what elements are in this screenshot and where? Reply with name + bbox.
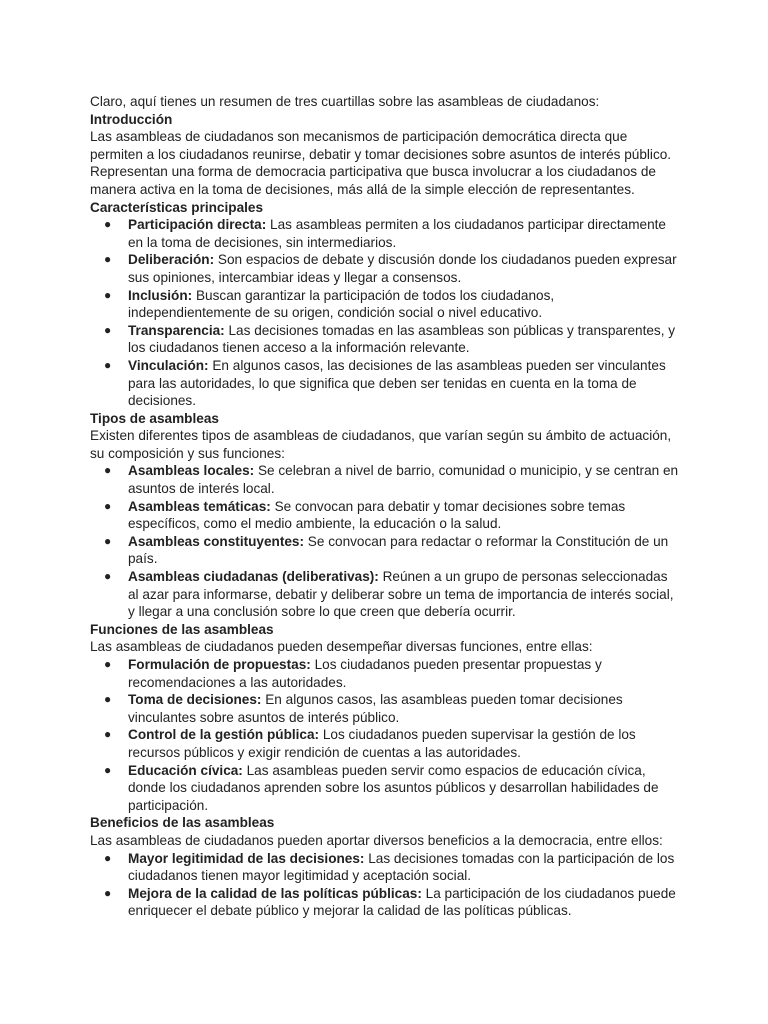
heading-beneficios: Beneficios de las asambleas [90, 815, 275, 831]
item-lead: Mayor legitimidad de las decisiones: [128, 850, 365, 866]
list-item [90, 885, 680, 920]
list-item [90, 726, 680, 761]
bullet-icon: ● [104, 657, 112, 671]
item-text: Las asambleas permiten a los ciudadanos participar directamente en la toma de decisiones, sin intermediarios. [128, 217, 666, 250]
list-item [90, 533, 680, 568]
paragraph-beneficios: Las asambleas de ciudadanos pueden aportar diversos beneficios a la democracia, entre ellos: [90, 832, 663, 848]
heading-introduccion: Introducción [90, 111, 173, 127]
bullet-icon: ● [104, 533, 112, 548]
bullet-icon: ● [104, 217, 112, 232]
bullet-icon: ● [104, 692, 112, 707]
item-lead: Deliberación: [128, 252, 215, 268]
item-text: En algunos casos, las asambleas pueden tomar decisiones vinculantes sobre asuntos de interés público. [128, 692, 623, 725]
intro-line: Claro, aquí tienes un resumen de tres cuartillas sobre las asambleas de ciudadanos: [90, 94, 600, 109]
list-item [90, 498, 680, 533]
list-item [90, 216, 680, 251]
list-item [90, 322, 680, 357]
list-item [90, 568, 680, 621]
item-lead: Inclusión: [128, 287, 193, 303]
bullet-icon: ● [104, 252, 112, 267]
bullet-icon: ● [104, 357, 112, 372]
bullet-icon: ● [104, 727, 112, 742]
list-beneficios [90, 850, 680, 920]
item-text: Buscan garantizar la participación de todos los ciudadanos, independientemente de su origen, condición social o nivel educativo. [128, 287, 555, 321]
item-text: Se celebran a nivel de barrio, comunidad o municipio, y se centran en asuntos de interés local. [128, 463, 679, 497]
item-text: Las decisiones tomadas con la participación de los ciudadanos tienen mayor legitimidad y aceptación social. [128, 850, 675, 884]
item-lead: Asambleas constituyentes: [128, 533, 305, 549]
bullet-icon: ● [104, 885, 112, 900]
item-text: Se convocan para redactar o reformar la Constitución de un país. [128, 533, 669, 567]
bullet-icon: ● [104, 463, 112, 478]
bullet-icon: ● [104, 322, 112, 337]
item-lead: Participación directa: [128, 217, 267, 233]
bullet-icon: ● [104, 287, 112, 302]
bullet-icon: ● [104, 498, 112, 513]
item-lead: Toma de decisiones: [128, 692, 262, 708]
list-funciones [90, 656, 680, 814]
item-text: La participación de los ciudadanos puede enriquecer el debate público y mejorar la calidad de las políticas públicas. [128, 885, 676, 919]
item-lead: Transparencia: [128, 322, 225, 338]
list-tipos [90, 462, 680, 620]
list-item [90, 850, 680, 885]
item-lead: Vinculación: [128, 357, 209, 373]
bullet-icon: ● [104, 569, 112, 584]
item-lead: Asambleas locales: [128, 463, 255, 479]
item-text: En algunos casos, las decisiones de las asambleas pueden ser vinculantes para las autoridades, lo que significa que deben ser tenidas en cuenta en la toma de decisiones. [128, 357, 666, 409]
item-lead: Formulación de propuestas: [128, 657, 311, 672]
paragraph-funciones: Las asambleas de ciudadanos pueden desempeñar diversas funciones, entre ellas: [90, 639, 593, 655]
item-text: Las decisiones tomadas en las asambleas son públicas y transparentes, y los ciudadanos tienen acceso a la información relevante. [128, 322, 676, 356]
heading-tipos: Tipos de asambleas [90, 410, 219, 426]
item-lead: Mejora de la calidad de las políticas públicas: [128, 885, 422, 901]
item-lead: Control de la gestión pública: [128, 727, 320, 743]
document-body [90, 93, 680, 920]
item-lead: Asambleas temáticas: [128, 498, 271, 514]
heading-caracteristicas: Características principales [90, 199, 264, 215]
item-text: Se convocan para debatir y tomar decisiones sobre temas específicos, como el medio ambiente, la educación o la salud. [128, 498, 626, 532]
list-item [90, 656, 680, 691]
list-item [90, 691, 680, 726]
paragraph-introduccion: Las asambleas de ciudadanos son mecanismos de participación democrática directa que permiten a los ciudadanos reunirse, debatir y tomar decisiones sobre asuntos de interés público. Representan una forma de democracia participativa que busca involucrar a los ciudadanos de manera activa en la toma de decisiones, más allá de la simple elección de representantes. [90, 129, 672, 197]
bullet-icon: ● [104, 762, 112, 777]
paragraph-tipos: Existen diferentes tipos de asambleas de ciudadanos, que varían según su ámbito de actuación, su composición y sus funciones: [90, 428, 672, 461]
item-text: Los ciudadanos pueden presentar propuestas y recomendaciones a las autoridades. [128, 657, 602, 690]
heading-funciones: Funciones de las asambleas [90, 621, 274, 637]
list-item [90, 762, 680, 815]
list-item [90, 462, 680, 497]
item-text: Son espacios de debate y discusión donde los ciudadanos pueden expresar sus opiniones, intercambiar ideas y llegar a consensos. [128, 252, 677, 285]
bullet-icon: ● [104, 850, 112, 865]
item-lead: Educación cívica: [128, 762, 243, 778]
list-item [90, 251, 680, 286]
item-text: Los ciudadanos pueden supervisar la gestión de los recursos públicos y exigir rendición de cuentas a las autoridades. [128, 727, 636, 760]
item-text: Las asambleas pueden servir como espacios de educación cívica, donde los ciudadanos aprenden sobre los asuntos públicos y desarrollan habilidades de participación. [128, 762, 659, 813]
item-lead: Asambleas ciudadanas (deliberativas): [128, 569, 379, 585]
list-caracteristicas [90, 216, 680, 410]
list-item [90, 287, 680, 322]
item-text: Reúnen a un grupo de personas seleccionadas al azar para informarse, debatir y deliberar sobre un tema de importancia de interés social, y llegar a una conclusión sobre lo que creen que debería ocurrir. [128, 569, 674, 620]
list-item [90, 357, 680, 410]
